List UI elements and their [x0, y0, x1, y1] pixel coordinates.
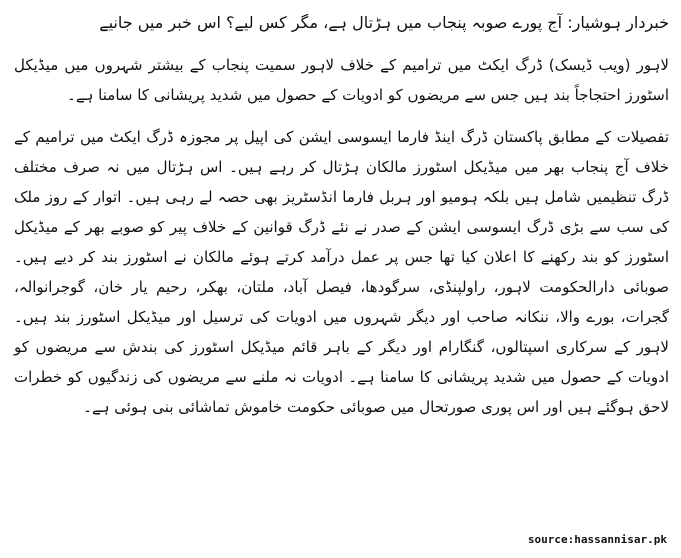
source-credit: source:hassannisar.pk: [527, 533, 667, 546]
article-paragraph-details: تفصیلات کے مطابق پاکستان ڈرگ اینڈ فارما ایسوسی ایشن کی اپیل پر مجوزہ ڈرگ ایکٹ میں ترامیم کے خلاف آج پنجاب بھر میں میڈیکل اسٹورز مالکان ہڑتال کر رہے ہیں۔ اس ہڑتال میں نہ صرف مختلف ڈرگ تنظیمیں شامل ہیں بلکہ ہومیو اور ہربل فارما انڈسٹریز بھی حصہ لے رہی ہیں۔ اتوار کے روز ملک کی سب سے بڑی ڈرگ ایسوسی ایشن کے صدر نے نئے ڈرگ قوانین کے خلاف پیر کو صوبے بھر کے میڈیکل اسٹورز کو بند رکھنے کا اعلان کیا تھا جس پر عمل درآمد کرتے ہوئے مالکان نے اسٹورز بند کر دیے ہیں۔ صوبائی دارالحکومت لاہور، راولپنڈی، سرگودھا، فیصل آباد، ملتان، بھکر، رحیم یار خان، گوجرانوالہ، گجرات، بورے والا، ننکانہ صاحب اور دیگر شہروں میں ادویات کی ترسیل اور میڈیکل اسٹورز بند ہیں۔ لاہور کے سرکاری اسپتالوں، گنگارام اور دیگر کے باہر قائم میڈیکل اسٹورز کی بندش سے مریضوں کو ادویات کے حصول میں شدید پریشانی کا سامنا ہے۔ ادویات نہ ملنے سے مریضوں کی زندگیوں کو خطرات لاحق ہوگئے ہیں اور اس پوری صورتحال میں صوبائی حکومت خاموش تماشائی بنی ہوئی ہے۔: [14, 128, 669, 416]
article-headline: خبردار ہوشیار: آج پورے صوبہ پنجاب میں ہڑتال ہے، مگر کس لیے؟ اس خبر میں جانیے: [99, 13, 669, 32]
article-paragraph-intro: لاہور (ویب ڈیسک) ڈرگ ایکٹ میں ترامیم کے خلاف لاہور سمیت پنجاب کے بیشتر شہروں میں میڈیکل اسٹورز احتجاجاً بند ہیں جس سے مریضوں کو ادویات کے حصول میں شدید پریشانی کا سامنا ہے۔: [14, 56, 669, 104]
news-article: [14, 8, 669, 434]
